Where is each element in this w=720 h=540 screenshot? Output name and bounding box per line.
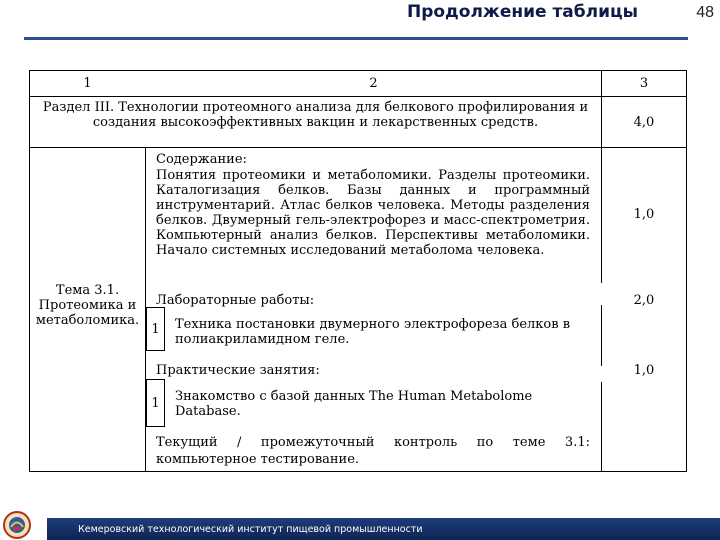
practice-hours: 1,0 — [633, 363, 655, 378]
control-line-1: Текущий / промежуточный контроль по теме 3.1: — [156, 435, 590, 450]
footer-institute-name: Кемеровский технологический институт пищевой промышленности — [78, 524, 423, 535]
content-hours: 1,0 — [633, 207, 655, 222]
row-divider-header — [30, 96, 686, 97]
practice-item-text: Знакомство с базой данных The Human Metabolome Database. — [175, 389, 533, 419]
lab-item-text: Техника постановки двумерного электрофореза белков в полиакриламидном геле. — [175, 317, 571, 347]
col-header-3: 3 — [639, 76, 649, 91]
institute-logo-icon — [2, 510, 32, 540]
col-divider-hours-bottom — [601, 382, 602, 471]
col-divider-hours-mid — [601, 305, 602, 366]
content-heading: Содержание: — [156, 152, 247, 167]
section-title: Раздел III. Технологии протеомного анализа для белкового профилирования и создания высокоэффективных вакцин и лекарственных средств. — [42, 100, 589, 130]
lab-item-number: 1 — [151, 322, 160, 337]
section-hours: 4,0 — [633, 115, 655, 130]
col-divider-hours-top — [601, 71, 602, 283]
labs-heading: Лабораторные работы: — [156, 293, 315, 308]
col-header-1: 1 — [83, 76, 92, 91]
col-header-2: 2 — [369, 76, 378, 91]
practice-heading: Практические занятия: — [156, 363, 320, 378]
page-number: 48 — [696, 4, 714, 21]
page-title: Продолжение таблицы — [406, 2, 638, 22]
practice-item-number: 1 — [151, 396, 160, 411]
control-line-2: компьютерное тестирование. — [156, 452, 360, 467]
content-text: Понятия протеомики и метаболомики. Разделы протеомики. Каталогизация белков. Базы данных и программный инструментарий. Атлас белков человека. Методы разделения белков. Двумерный гель-электрофорез и масс-спектрометрия. Компьютерный анализ белков. Перспективы метаболомики. Начало системных исследований метаболома человека. — [156, 168, 590, 258]
labs-hours: 2,0 — [633, 293, 655, 308]
header-divider — [24, 37, 688, 40]
curriculum-table — [29, 70, 687, 472]
row-divider-section — [30, 147, 686, 148]
topic-title: Тема 3.1. Протеомика и метаболомика. — [35, 283, 140, 328]
